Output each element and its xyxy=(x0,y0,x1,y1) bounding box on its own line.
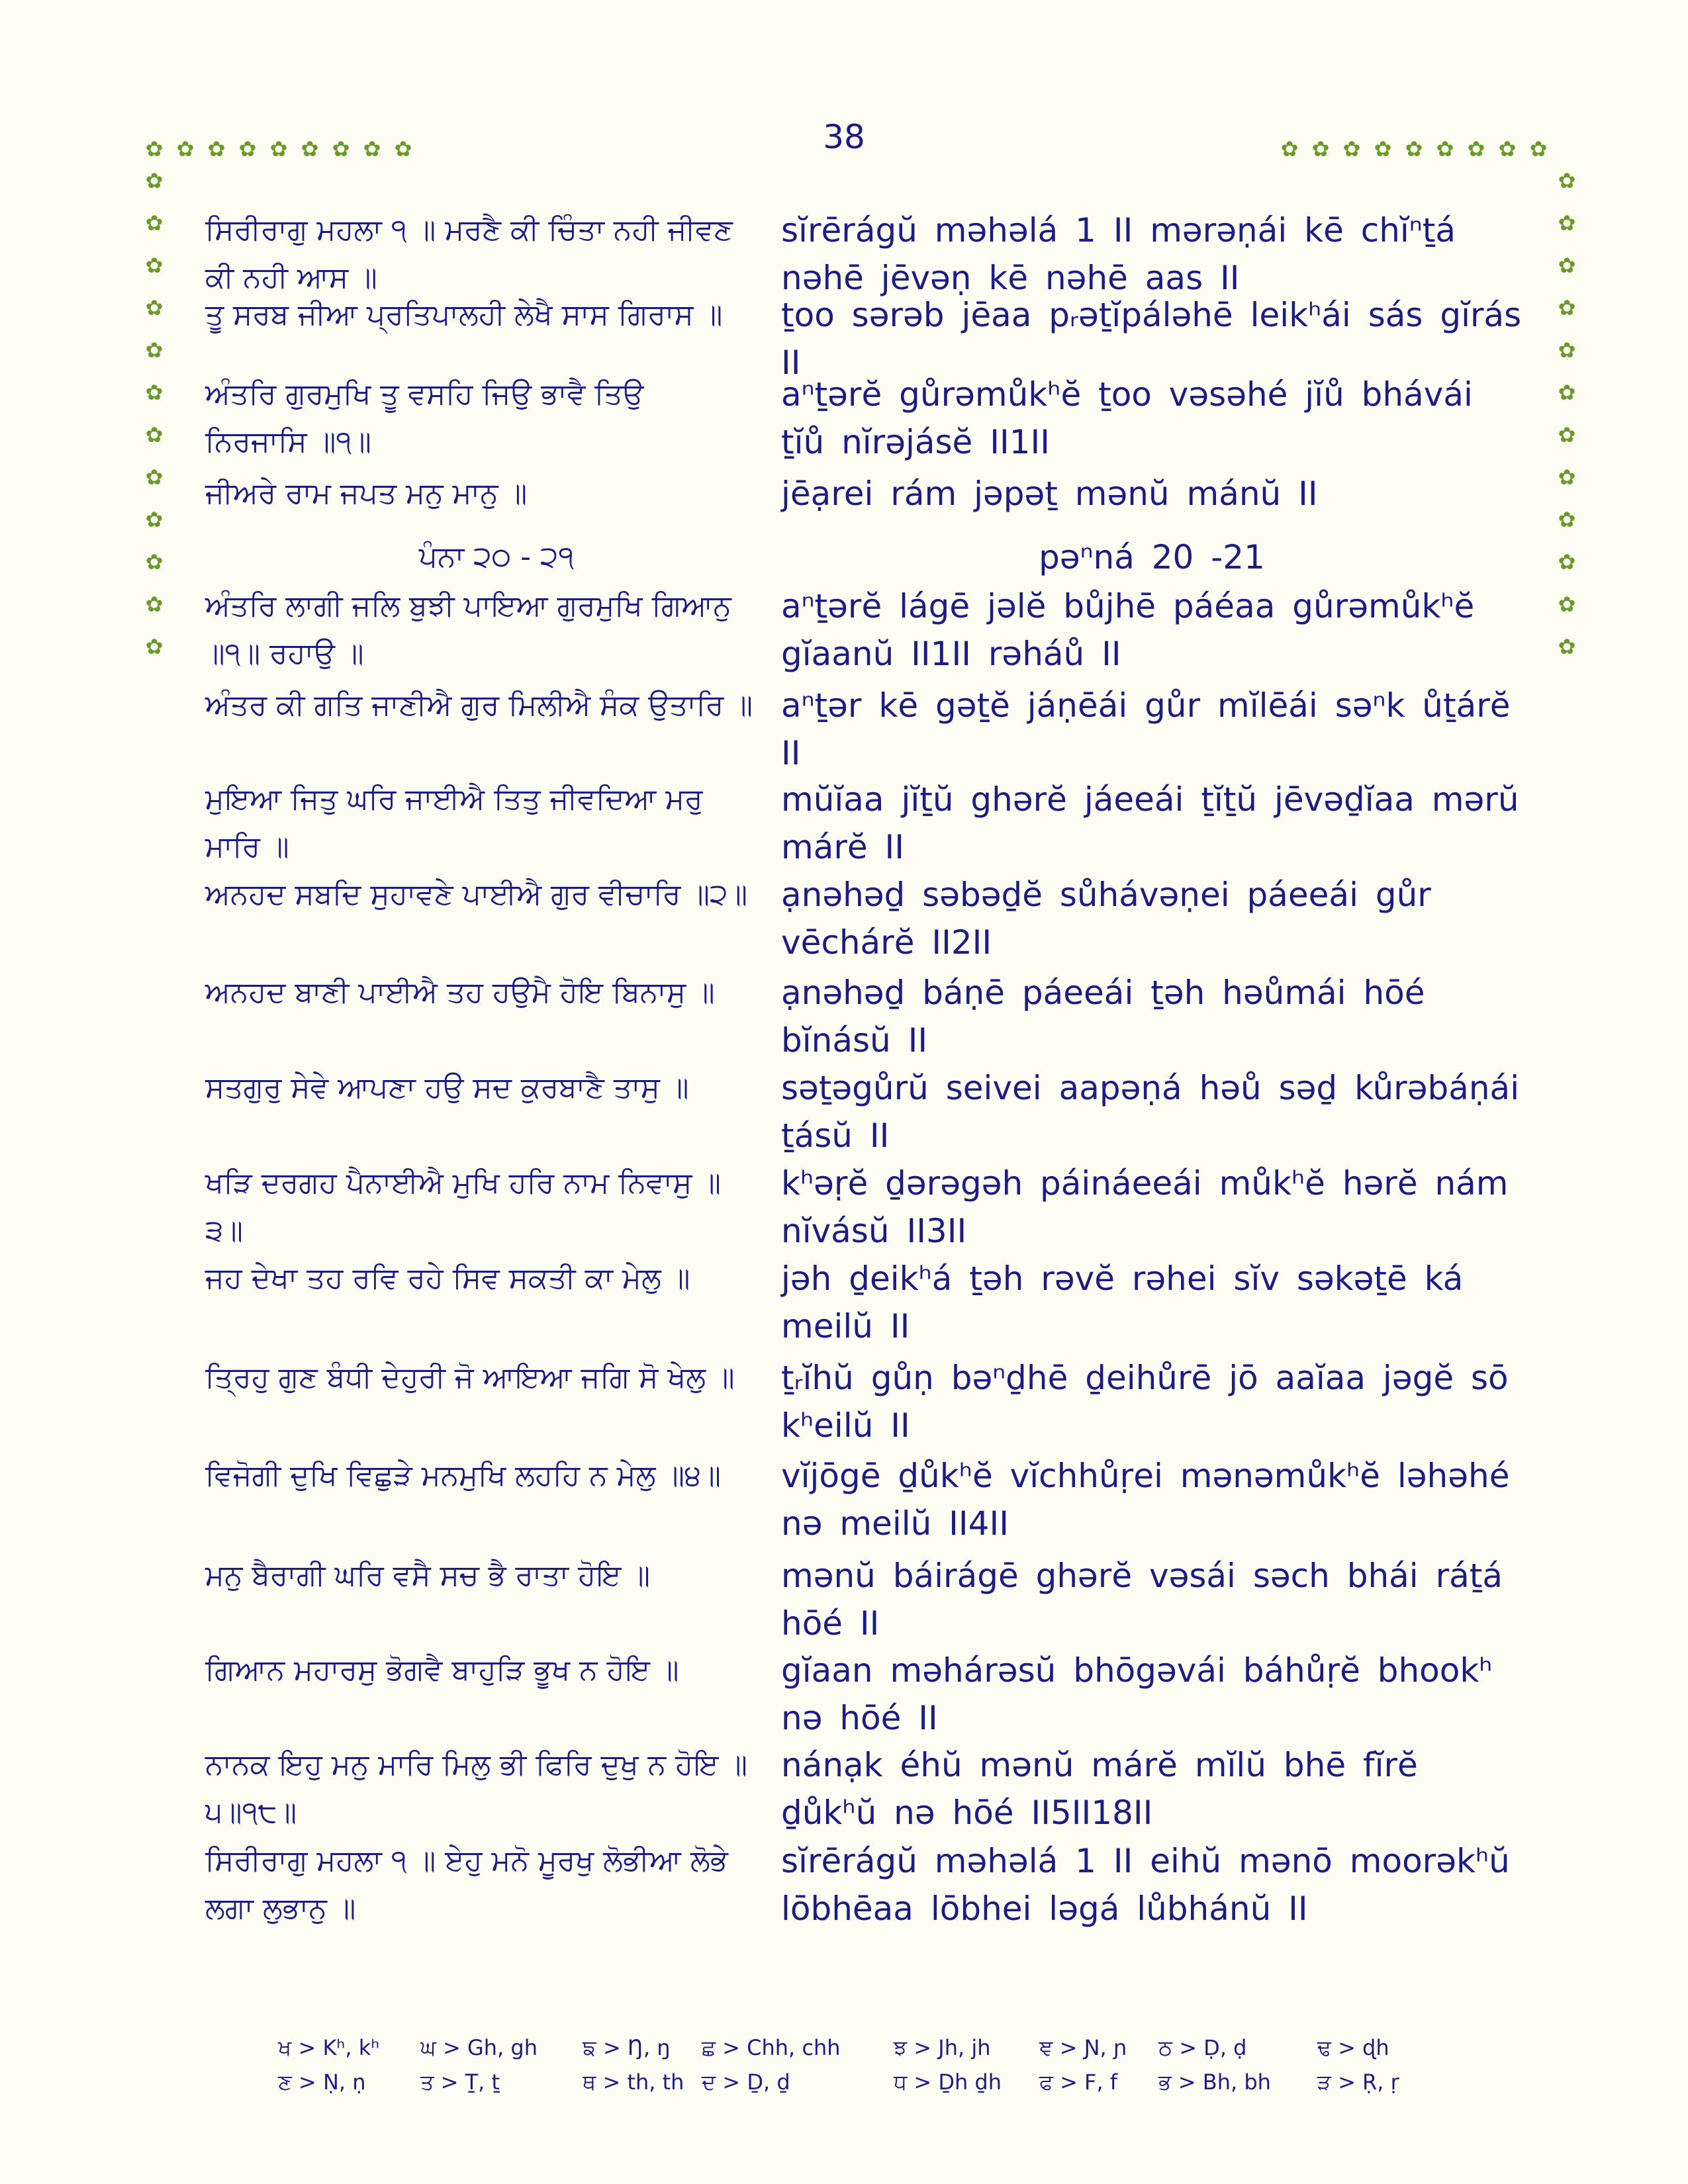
flower-icon: ✿ xyxy=(145,634,164,659)
flower-icon: ✿ xyxy=(1558,168,1576,193)
flower-icon: ✿ xyxy=(145,210,164,236)
flower-icon: ✿ xyxy=(145,422,164,447)
legend-entry: ਙ > Ŋ, ŋ xyxy=(583,2035,671,2060)
legend-entry: ਖ > Kʰ, kʰ xyxy=(278,2035,380,2060)
gurmukhi-text: ਮਨੁ ਬੈਰਾਗੀ ਘਰਿ ਵਸੈ ਸਚ ਭੈ ਰਾਤਾ ਹੋਇ ॥ xyxy=(205,1559,651,1592)
gurmukhi-text: ਜਹ ਦੇਖਾ ਤਹ ਰਵਿ ਰਹੇ ਸਿਵ ਸਕਤੀ ਕਾ ਮੇਲੁ ॥ xyxy=(205,1261,690,1295)
flower-icon: ✿ xyxy=(1436,136,1454,161)
flower-icon: ✿ xyxy=(1280,136,1299,161)
flower-icon: ✿ xyxy=(145,295,164,320)
flower-icon: ✿ xyxy=(1558,338,1576,363)
legend-entry: ਧ > Ḏh ḏh xyxy=(894,2070,1002,2095)
gurmukhi-text: ਪੰਨਾ ੨੦ - ੨੧ xyxy=(418,540,575,574)
flower-icon: ✿ xyxy=(1311,136,1330,161)
flower-icon: ✿ xyxy=(301,136,319,161)
transliteration-text: nánạk éhŭ mənŭ márĕ mĭlŭ bhē fĭrĕ ḏůkʰŭ nə hōé II5II18II xyxy=(781,1746,1418,1832)
legend-entry: ਣ > Ṇ, ṇ xyxy=(278,2070,366,2095)
gurmukhi-text: ਸਿਰੀਰਾਗੁ ਮਹਲਾ ੧ ॥ ਏਹੁ ਮਨੋ ਮੂਰਖੁ ਲੋਭੀਆ ਲੋਭੇ ਲਗਾ ਲੁਭਾਨੁ ॥ xyxy=(205,1844,728,1925)
gurmukhi-text: ਅਨਹਦ ਬਾਣੀ ਪਾਈਐ ਤਹ ਹਉਮੈ ਹੋਇ ਬਿਨਾਸੁ ॥ xyxy=(205,976,715,1009)
gurmukhi-text: ਵਿਜੋਗੀ ਦੁਖਿ ਵਿਛੁੜੇ ਮਨਮੁਖਿ ਲਹਹਿ ਨ ਮੇਲੁ ॥੪॥ xyxy=(205,1459,721,1492)
legend-entry: ਞ > Ɲ, ɲ xyxy=(1039,2035,1127,2060)
legend-entry: ਭ > Bh, bh xyxy=(1158,2070,1271,2095)
transliteration-text: pəⁿná 20 -21 xyxy=(1039,538,1265,576)
transliteration-text: sĭrērágŭ məhəlá 1 II mərəṇái kē chĭⁿṯá nəhē jēvəṇ kē nəhē aas II xyxy=(781,211,1456,297)
transliteration-text: aⁿṯərĕ lágē jəlĕ bůjhē páéaa gůrəmůkʰĕ gĭaanŭ II1II rəháů II xyxy=(781,587,1475,673)
transliteration-text: gĭaan məhárəsŭ bhōgəvái báhůṛĕ bhookʰ nə hōé II xyxy=(781,1651,1493,1737)
legend-entry: ਘ > Gh, gh xyxy=(420,2035,538,2060)
transliteration-text: aⁿṯərĕ gůrəmůkʰĕ ṯoo vəsəhé jĭů bhávái ṯĭů nĭrəjásĕ II1II xyxy=(781,375,1473,461)
flower-icon: ✿ xyxy=(238,136,257,161)
flower-icon: ✿ xyxy=(269,136,288,161)
transliteration-text: vĭjōgē ḏůkʰĕ vĭchhůṛei mənəmůkʰĕ ləhəhé nə meilŭ II4II xyxy=(781,1457,1510,1543)
transliteration-text: mənŭ báirágē ghərĕ vəsái səch bhái ráṯá hōé II xyxy=(781,1557,1503,1643)
gurmukhi-text: ਤ੍ਰਿਹੁ ਗੁਣ ਬੰਧੀ ਦੇਹੁਰੀ ਜੋ ਆਇਆ ਜਗਿ ਸੋ ਖੇਲੁ ॥ xyxy=(205,1361,735,1394)
transliteration-text: ṯoo sərəb jēaa pᵣəṯĭpáləhē leikʰái sás gĭrás II xyxy=(781,296,1522,382)
flower-icon: ✿ xyxy=(1529,136,1548,161)
legend-entry: ੜ > Ṛ, ṛ xyxy=(1317,2070,1399,2095)
flower-icon: ✿ xyxy=(145,136,164,161)
flower-icon: ✿ xyxy=(394,136,412,161)
flower-icon: ✿ xyxy=(145,253,164,278)
transliteration-text: ạnəhəḏ báṇē páeeái ṯəh həůmái hōé bĭnásŭ II xyxy=(781,974,1425,1060)
flower-icon: ✿ xyxy=(332,136,350,161)
transliteration-text: mŭĭaa jĭṯŭ ghərĕ jáeeái ṯĭṯŭ jēvəḏĭaa mərŭ márĕ II xyxy=(781,780,1519,866)
flower-icon: ✿ xyxy=(145,507,164,532)
legend-entry: ਛ > Chh, chh xyxy=(702,2035,841,2060)
flower-icon: ✿ xyxy=(145,338,164,363)
gurmukhi-text: ਮੁਇਆ ਜਿਤੁ ਘਰਿ ਜਾਈਐ ਤਿਤੁ ਜੀਵਦਿਆ ਮਰੁ ਮਾਰਿ ॥ xyxy=(205,782,703,864)
flower-icon: ✿ xyxy=(363,136,381,161)
flower-icon: ✿ xyxy=(1558,380,1576,405)
gurmukhi-text: ਸਤਗੁਰੁ ਸੇਵੇ ਆਪਣਾ ਹਉ ਸਦ ਕੁਰਬਾਣੈ ਤਾਸੁ ॥ xyxy=(205,1071,689,1105)
legend-entry: ਠ > Ḍ, ḍ xyxy=(1158,2035,1247,2060)
flower-icon: ✿ xyxy=(1558,210,1576,236)
flower-icon: ✿ xyxy=(1558,507,1576,532)
legend-entry: ਦ > Ḏ, ḏ xyxy=(702,2070,790,2095)
flower-icon: ✿ xyxy=(145,168,164,193)
legend-entry: ਝ > Jh, jh xyxy=(894,2035,991,2060)
gurmukhi-text: ਤੂ ਸਰਬ ਜੀਆ ਪ੍ਰਤਿਪਾਲਹੀ ਲੇਖੈ ਸਾਸ ਗਿਰਾਸ ॥ xyxy=(205,298,723,332)
flower-icon: ✿ xyxy=(1374,136,1392,161)
flower-icon: ✿ xyxy=(1467,136,1485,161)
gurmukhi-text: ਅੰਤਰਿ ਗੁਰਮੁਖਿ ਤੂ ਵਸਹਿ ਜਿਉ ਭਾਵੈ ਤਿਉ ਨਿਰਜਾਸਿ ॥੧॥ xyxy=(205,377,644,459)
page-number: 38 xyxy=(823,118,865,156)
gurmukhi-text: ਅੰਤਰਿ ਲਾਗੀ ਜਲਿ ਬੁਝੀ ਪਾਇਆ ਗੁਰਮੁਖਿ ਗਿਆਨੁ ॥੧॥ ਰਹਾਉ ॥ xyxy=(205,589,731,670)
flower-icon: ✿ xyxy=(145,549,164,574)
flower-icon: ✿ xyxy=(145,465,164,490)
transliteration-text: jēạrei rám jəpəṯ mənŭ mánŭ II xyxy=(781,475,1318,513)
flower-icon: ✿ xyxy=(1558,634,1576,659)
gurmukhi-text: ਜੀਅਰੇ ਰਾਮ ਜਪਤ ਮਨੁ ਮਾਨੁ ॥ xyxy=(205,477,528,510)
flower-icon: ✿ xyxy=(1558,422,1576,447)
gurmukhi-text: ਨਾਨਕ ਇਹੁ ਮਨੁ ਮਾਰਿ ਮਿਲੁ ਭੀ ਫਿਰਿ ਦੁਖੁ ਨ ਹੋਇ ॥੫॥੧੮॥ xyxy=(205,1748,748,1829)
flower-icon: ✿ xyxy=(145,380,164,405)
flower-icon: ✿ xyxy=(1558,592,1576,617)
legend-entry: ਫ > F, f xyxy=(1039,2070,1118,2095)
gurmukhi-text: ਗਿਆਨ ਮਹਾਰਸੁ ਭੋਗਵੈ ਬਾਹੁੜਿ ਭੂਖ ਨ ਹੋਇ ॥ xyxy=(205,1653,679,1687)
flower-icon: ✿ xyxy=(1405,136,1423,161)
flower-icon: ✿ xyxy=(1342,136,1361,161)
flower-icon: ✿ xyxy=(176,136,195,161)
gurmukhi-text: ਖੜਿ ਦਰਗਹ ਪੈਨਾਈਐ ਮੁਖਿ ਹਰਿ ਨਾਮ ਨਿਵਾਸੁ ॥੩॥ xyxy=(205,1166,722,1248)
flower-icon: ✿ xyxy=(1498,136,1517,161)
transliteration-text: ạnəhəḏ səbəḏĕ sůhávəṇei páeeái gůr vēchárĕ II2II xyxy=(781,876,1431,962)
flower-icon: ✿ xyxy=(1558,465,1576,490)
legend-entry: ਥ > th, th xyxy=(583,2070,684,2095)
transliteration-text: səṯəgůrŭ seivei aapəṇá həů səḏ kůrəbáṇái ṯásŭ II xyxy=(781,1069,1520,1155)
transliteration-text: ṯᵣĭhŭ gůṇ bəⁿḏhē ḏeihůrē jō aaĭaa jəgĕ sō kʰeilŭ II xyxy=(781,1359,1509,1445)
flower-icon: ✿ xyxy=(145,592,164,617)
transliteration-text: kʰəṛĕ ḏərəgəh páináeeái můkʰĕ hərĕ nám nĭvásŭ II3II xyxy=(781,1164,1509,1250)
flower-icon: ✿ xyxy=(1558,295,1576,320)
gurmukhi-text: ਅੰਤਰ ਕੀ ਗਤਿ ਜਾਣੀਐ ਗੁਰ ਮਿਲੀਐ ਸੰਕ ਉਤਾਰਿ ॥ xyxy=(205,688,753,722)
gurmukhi-text: ਅਨਹਦ ਸਬਦਿ ਸੁਹਾਵਣੇ ਪਾਈਐ ਗੁਰ ਵੀਚਾਰਿ ॥੨॥ xyxy=(205,878,748,911)
legend-entry: ਤ > Ṯ, ṯ xyxy=(420,2070,500,2095)
transliteration-text: jəh ḏeikʰá ṯəh rəvĕ rəhei sĭv səkəṯē ká meilŭ II xyxy=(781,1259,1464,1345)
gurmukhi-text: ਸਿਰੀਰਾਗੁ ਮਹਲਾ ੧ ॥ ਮਰਣੈ ਕੀ ਚਿੰਤਾ ਨਹੀ ਜੀਵਣ ਕੀ ਨਹੀ ਆਸ ॥ xyxy=(205,213,733,295)
flower-icon: ✿ xyxy=(1558,253,1576,278)
transliteration-text: sĭrērágŭ məhəlá 1 II eihŭ mənō moorəkʰŭ lōbhēaa lōbhei ləgá lůbhánŭ II xyxy=(781,1842,1510,1928)
flower-icon: ✿ xyxy=(1558,549,1576,574)
transliteration-text: aⁿṯər kē gəṯĕ jáṇēái gůr mĭlēái səⁿk ůṯárĕ II xyxy=(781,686,1511,772)
flower-icon: ✿ xyxy=(207,136,226,161)
legend-entry: ਢ > ɖh xyxy=(1317,2035,1389,2060)
